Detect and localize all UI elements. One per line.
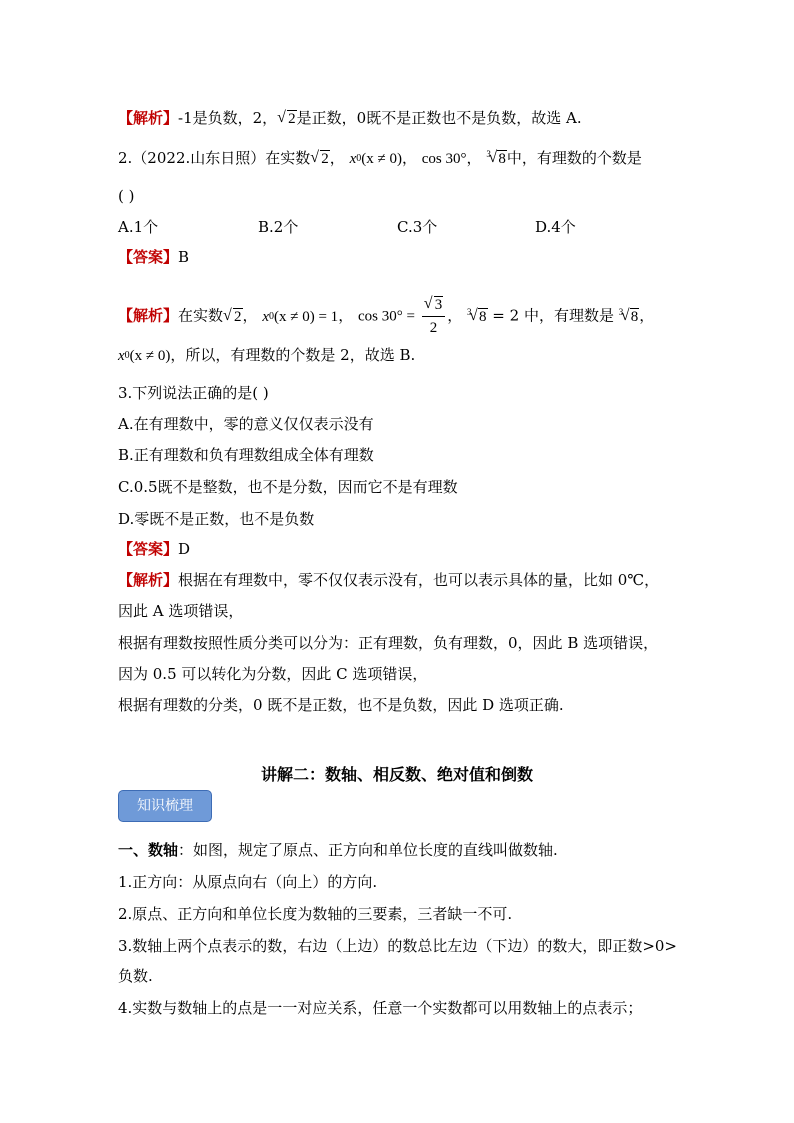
cube-root-symbol: √ 3 8 — [467, 306, 488, 328]
separator: ， — [329, 149, 345, 167]
q2-analysis-text-a: 在实数 — [178, 306, 224, 325]
list-item: 负数. — [118, 967, 153, 985]
knowledge-box: 知识梳理 — [118, 790, 212, 822]
separator: ， — [401, 149, 417, 167]
q1-analysis-line — [118, 107, 582, 130]
q2-paren: ( ) — [118, 187, 135, 205]
q2-option-c: C.3个 — [397, 218, 438, 236]
q2-stem-b: 中，有理数的个数是 — [506, 149, 642, 167]
q2-analysis-cos30: cos 30° = — [357, 308, 415, 325]
answer-tag: 【答案】 — [118, 540, 179, 558]
q3-analysis-line-2: 因此 A 选项错误， — [118, 602, 244, 620]
number-line-term: 一、数轴 — [118, 841, 179, 859]
separator: ， — [466, 149, 482, 167]
q2-analysis-conclusion: ，所以，有理数的个数是 2，故选 B. — [170, 346, 416, 364]
separator: ， — [242, 306, 258, 325]
q2-analysis-text-e: = 2 中，有理数是 — [492, 306, 614, 325]
list-item: 3.数轴上两个点表示的数，右边（上边）的数总比左边（下边）的数大，即正数>0> — [118, 937, 677, 955]
q2-stem-line — [118, 147, 642, 172]
q3-option-c: C.0.5既不是整数，也不是分数，因而它不是有理数 — [118, 478, 458, 496]
q2-option-b: B.2个 — [258, 218, 299, 236]
section-heading: 讲解二：数轴、相反数、绝对值和倒数 — [260, 765, 533, 784]
list-item: 1.正方向：从原点向右（向上）的方向. — [118, 873, 378, 891]
q3-answer: D — [178, 540, 191, 558]
q2-analysis-line-2 — [118, 344, 415, 369]
q3-analysis-line-5: 根据有理数的分类，0 既不是正数，也不是负数，因此 D 选项正确. — [118, 696, 564, 714]
separator: ， — [639, 306, 655, 325]
q2-x-power-zero: $x^0(x \ne 0)$ — [349, 151, 402, 167]
q2-stem-a: 2.（2022.山东日照）在实数 — [118, 149, 311, 167]
q3-analysis-line-3: 根据有理数按照性质分类可以分为：正有理数，负有理数，0，因此 B 选项错误， — [118, 634, 659, 652]
q2-option-a: A.1个 — [118, 218, 159, 236]
analysis-tag: 【解析】 — [118, 306, 179, 325]
analysis-tag: 【解析】 — [118, 571, 179, 589]
analysis-tag: 【解析】 — [118, 109, 179, 127]
list-item: 2.原点、正方向和单位长度为数轴的三要素，三者缺一不可. — [118, 905, 513, 923]
q3-analysis-line-4: 因为 0.5 可以转化为分数，因此 C 选项错误， — [118, 665, 428, 683]
q2-analysis-x-power-zero: $x^0(x \ne 0) = 1$ — [262, 308, 339, 325]
q2-cos30: cos 30° — [421, 151, 467, 167]
q1-analysis-text-a: -1是负数，2， — [178, 109, 278, 127]
number-line-definition-text: ：如图，规定了原点、正方向和单位长度的直线叫做数轴. — [178, 841, 558, 859]
fraction: √ $\frac{3}{2}$ — [422, 294, 446, 339]
number-line-definition — [118, 839, 558, 861]
q3-option-d: D.零既不是正数，也不是负数 — [118, 510, 315, 528]
list-item: 4.实数与数轴上的点是一一对应关系，任意一个实数都可以用数轴上的点表示； — [118, 999, 643, 1017]
separator: ， — [447, 306, 463, 325]
q3-stem: 3.下列说法正确的是( ) — [118, 384, 269, 402]
q2-analysis-x-power-zero-2: $x^0(x \ne 0)$ — [118, 348, 171, 364]
cube-root-symbol: √ 3 8 — [486, 148, 507, 170]
q3-option-b: B.正有理数和负有理数组成全体有理数 — [118, 446, 374, 464]
answer-tag: 【答案】 — [118, 248, 179, 266]
q2-analysis-line — [118, 294, 654, 339]
q2-answer: B — [178, 248, 190, 266]
q3-answer-line — [118, 538, 190, 560]
q2-answer-line — [118, 246, 189, 268]
sqrt-symbol: √ 2 — [310, 148, 330, 170]
q3-analysis-line-1 — [118, 569, 659, 591]
q3-option-a: A.在有理数中，零的意义仅仅表示没有 — [118, 415, 374, 433]
separator: ， — [338, 306, 354, 325]
q3-analysis-text: 根据在有理数中，零不仅仅表示没有，也可以表示具体的量，比如 0℃， — [178, 571, 660, 589]
cube-root-symbol: √ 3 8 — [619, 306, 640, 328]
q1-analysis-text-b: 是正数，0既不是正数也不是负数，故选 A. — [296, 109, 582, 127]
q2-option-d: D.4个 — [535, 218, 576, 236]
sqrt-symbol: √ 2 — [277, 108, 297, 130]
sqrt-symbol: √ 2 — [223, 306, 243, 328]
